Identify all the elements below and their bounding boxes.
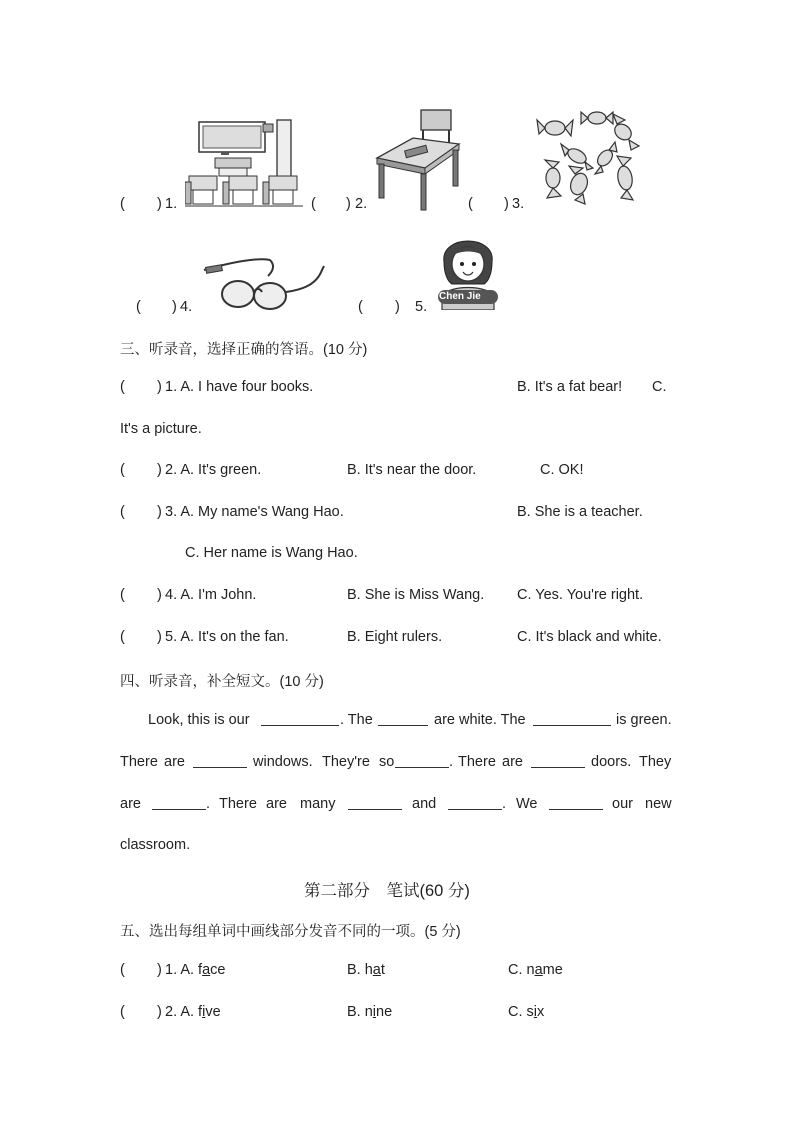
paren-open: ( bbox=[120, 587, 125, 603]
fill-blank[interactable] bbox=[378, 713, 428, 726]
option-a: 2. A. five bbox=[165, 1004, 221, 1020]
item-number: 2. bbox=[355, 196, 368, 212]
option-a: 2. A. It's green. bbox=[165, 462, 262, 478]
item-number: 5. bbox=[415, 299, 428, 315]
passage-word: They're bbox=[322, 754, 370, 770]
underlined-letter: i bbox=[533, 1004, 538, 1020]
passage-word: are bbox=[502, 754, 523, 770]
passage-word: There bbox=[219, 796, 257, 812]
paren-close: ) bbox=[157, 962, 162, 978]
section-heading: 三、听录音，选择正确的答语。(10 分) bbox=[120, 342, 368, 358]
fill-blank[interactable] bbox=[533, 713, 611, 726]
passage-word: our bbox=[612, 796, 633, 812]
paren-open: ( bbox=[120, 962, 125, 978]
option-c: C. name bbox=[508, 962, 563, 978]
fill-blank[interactable] bbox=[531, 755, 585, 768]
paren-close: ) bbox=[172, 299, 177, 315]
passage-word: . bbox=[206, 796, 211, 812]
option-c: C. It's black and white. bbox=[517, 629, 662, 645]
fill-blank[interactable] bbox=[193, 755, 247, 768]
paren-open: ( bbox=[358, 299, 363, 315]
option-b: B. nine bbox=[347, 1004, 393, 1020]
passage-word: new bbox=[645, 796, 672, 812]
underlined-letter: i bbox=[372, 1004, 377, 1020]
passage-text: is green. bbox=[616, 712, 672, 728]
item-number: 4. bbox=[180, 299, 193, 315]
option-b: B. It's a fat bear! bbox=[517, 379, 623, 395]
option-c: C. six bbox=[508, 1004, 545, 1020]
paren-close: ) bbox=[157, 379, 162, 395]
item-number: 3. bbox=[512, 196, 525, 212]
option-b: B. Eight rulers. bbox=[347, 629, 443, 645]
option-a: 3. A. My name's Wang Hao. bbox=[165, 504, 344, 520]
paren-open: ( bbox=[120, 629, 125, 645]
fill-blank[interactable] bbox=[261, 713, 339, 726]
underlined-letter: a bbox=[202, 962, 211, 978]
paren-open: ( bbox=[120, 196, 125, 212]
chen-jie-label: Chen Jie bbox=[439, 291, 481, 302]
paren-open: ( bbox=[120, 379, 125, 395]
passage-text: . The bbox=[340, 712, 373, 728]
passage-word: and bbox=[412, 796, 437, 812]
option-c: C. Yes. You're right. bbox=[517, 587, 644, 603]
classroom-picture bbox=[185, 118, 305, 210]
paren-close: ) bbox=[157, 504, 162, 520]
passage-word: There bbox=[120, 754, 158, 770]
paren-close: ) bbox=[157, 196, 162, 212]
underlined-letter: a bbox=[534, 962, 543, 978]
paren-close: ) bbox=[395, 299, 400, 315]
fill-blank[interactable] bbox=[549, 797, 603, 810]
passage-word: . bbox=[502, 796, 507, 812]
passage-word: . bbox=[449, 754, 454, 770]
passage-word: doors. bbox=[591, 754, 632, 770]
section-heading: 五、选出每组单词中画线部分发音不同的一项。(5 分) bbox=[120, 924, 461, 940]
paren-open: ( bbox=[120, 504, 125, 520]
passage-word: are bbox=[266, 796, 287, 812]
paren-close: ) bbox=[504, 196, 509, 212]
paren-close: ) bbox=[157, 629, 162, 645]
fill-blank[interactable] bbox=[348, 797, 402, 810]
option-a: 1. A. face bbox=[165, 962, 226, 978]
passage-word: are bbox=[120, 796, 141, 812]
option-a: 4. A. I'm John. bbox=[165, 587, 257, 603]
option-a: 1. A. I have four books. bbox=[165, 379, 314, 395]
section-heading: 四、听录音，补全短文。(10 分) bbox=[120, 674, 324, 690]
option-c: C. bbox=[652, 379, 667, 395]
passage-word: are bbox=[164, 754, 185, 770]
desk-chair-picture bbox=[375, 108, 465, 212]
glasses-picture bbox=[200, 256, 328, 316]
option-c: C. Her name is Wang Hao. bbox=[185, 545, 358, 561]
passage-word: We bbox=[516, 796, 538, 812]
paren-open: ( bbox=[120, 462, 125, 478]
fill-blank[interactable] bbox=[395, 755, 449, 768]
underlined-letter: a bbox=[372, 962, 381, 978]
sweets-picture bbox=[535, 108, 643, 208]
option-b: B. hat bbox=[347, 962, 385, 978]
paren-close: ) bbox=[346, 196, 351, 212]
passage-text: Look, this is our bbox=[148, 712, 250, 728]
option-b: B. She is a teacher. bbox=[517, 504, 643, 520]
passage-word: many bbox=[300, 796, 336, 812]
option-a: 5. A. It's on the fan. bbox=[165, 629, 289, 645]
part-two-title: 第二部分 笔试(60 分) bbox=[304, 882, 470, 900]
passage-word: There bbox=[458, 754, 496, 770]
option-b: B. She is Miss Wang. bbox=[347, 587, 485, 603]
option-b: B. It's near the door. bbox=[347, 462, 477, 478]
fill-blank[interactable] bbox=[152, 797, 206, 810]
passage-word: windows. bbox=[253, 754, 313, 770]
item-number: 1. bbox=[165, 196, 178, 212]
underlined-letter: i bbox=[202, 1004, 206, 1020]
passage-text: classroom. bbox=[120, 837, 191, 853]
paren-open: ( bbox=[120, 1004, 125, 1020]
paren-close: ) bbox=[157, 462, 162, 478]
paren-open: ( bbox=[468, 196, 473, 212]
paren-close: ) bbox=[157, 587, 162, 603]
paren-open: ( bbox=[311, 196, 316, 212]
option-c-continued: It's a picture. bbox=[120, 421, 202, 437]
passage-text: are white. The bbox=[434, 712, 526, 728]
passage-word: They bbox=[639, 754, 672, 770]
fill-blank[interactable] bbox=[448, 797, 502, 810]
paren-open: ( bbox=[136, 299, 141, 315]
option-c: C. OK! bbox=[540, 462, 584, 478]
passage-word: so bbox=[379, 754, 395, 770]
paren-close: ) bbox=[157, 1004, 162, 1020]
